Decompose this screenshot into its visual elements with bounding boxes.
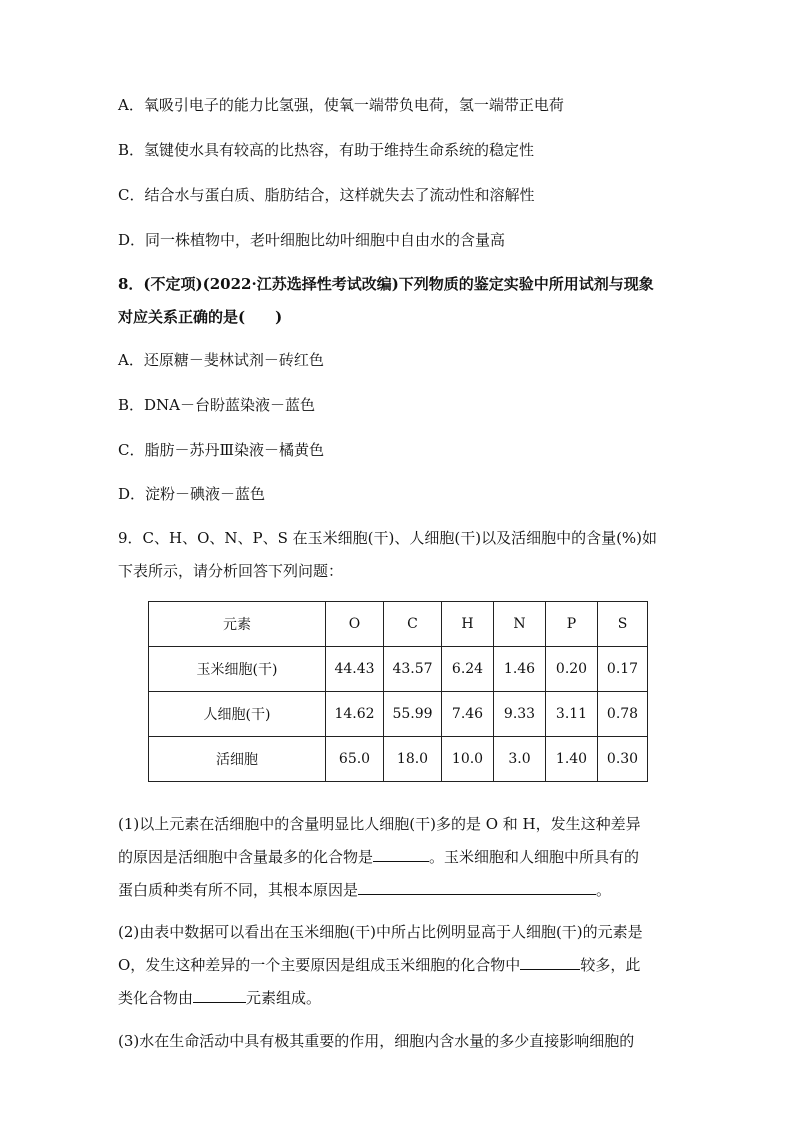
- table-cell: 3.0: [494, 737, 546, 782]
- table-header-cell: C: [384, 602, 442, 647]
- answer-blank[interactable]: [193, 988, 246, 1003]
- table-header-cell: P: [546, 602, 598, 647]
- table-cell: 44.43: [326, 647, 384, 692]
- q9-sub1-line1: (1)以上元素在活细胞中的含量明显比人细胞(干)多的是 O 和 H，发生这种差异: [118, 815, 641, 833]
- table-cell: 1.46: [494, 647, 546, 692]
- table-row: [149, 692, 648, 737]
- table-cell: 55.99: [384, 692, 442, 737]
- q9-sub2-text: 类化合物由: [118, 989, 194, 1007]
- q8-stem-line1: 8．(不定项)(2022·江苏选择性考试改编)下列物质的鉴定实验中所用试剂与现象: [118, 275, 654, 293]
- table-header-cell: S: [598, 602, 648, 647]
- answer-blank[interactable]: [373, 847, 429, 862]
- q9-sub3-line1: (3)水在生命活动中具有极其重要的作用，细胞内含水量的多少直接影响细胞的: [118, 1032, 635, 1050]
- q9-sub2-text: 较多，此: [580, 956, 641, 974]
- q8-option-a: A．还原糖－斐林试剂－砖红色: [118, 351, 324, 369]
- q8-option-c: C．脂肪－苏丹Ⅲ染液－橘黄色: [118, 441, 324, 459]
- element-content-table: [148, 601, 648, 782]
- table-cell: 1.40: [546, 737, 598, 782]
- answer-blank[interactable]: [358, 880, 596, 895]
- table-header-cell: 元素: [149, 602, 326, 647]
- table-cell: 0.30: [598, 737, 648, 782]
- table-cell: 活细胞: [149, 737, 326, 782]
- table-header-cell: H: [442, 602, 494, 647]
- table-cell: 人细胞(干): [149, 692, 326, 737]
- q8-option-b: B．DNA－台盼蓝染液－蓝色: [118, 396, 316, 414]
- table-row: [149, 737, 648, 782]
- q9-sub1-text: 。玉米细胞和人细胞中所具有的: [429, 848, 640, 866]
- table-cell: 0.17: [598, 647, 648, 692]
- q9-sub2-text: O，发生这种差异的一个主要原因是组成玉米细胞的化合物中: [118, 956, 521, 974]
- table-cell: 6.24: [442, 647, 494, 692]
- q9-sub1-line3: [118, 880, 611, 900]
- q7-option-c: C．结合水与蛋白质、脂肪结合，这样就失去了流动性和溶解性: [118, 186, 535, 204]
- q8-stem-line2: 对应关系正确的是( ): [118, 308, 283, 326]
- answer-blank[interactable]: [520, 955, 580, 970]
- table-cell: 3.11: [546, 692, 598, 737]
- q9-sub1-text: 蛋白质种类有所不同，其根本原因是: [118, 881, 359, 899]
- table-cell: 18.0: [384, 737, 442, 782]
- table-cell: 65.0: [326, 737, 384, 782]
- q9-sub1-text: 。: [596, 881, 612, 899]
- q7-option-b: B．氢键使水具有较高的比热容，有助于维持生命系统的稳定性: [118, 141, 535, 159]
- q9-sub1-line2: [118, 847, 639, 867]
- q9-sub2-line2: [118, 955, 640, 975]
- table-cell: 43.57: [384, 647, 442, 692]
- q9-sub2-line3: [118, 988, 321, 1008]
- q9-sub2-text: 元素组成。: [246, 989, 322, 1007]
- q7-option-d: D．同一株植物中，老叶细胞比幼叶细胞中自由水的含量高: [118, 231, 506, 249]
- table-cell: 14.62: [326, 692, 384, 737]
- table-header-cell: O: [326, 602, 384, 647]
- q9-sub2-line1: (2)由表中数据可以看出在玉米细胞(干)中所占比例明显高于人细胞(干)的元素是: [118, 923, 643, 941]
- q7-option-a: A．氧吸引电子的能力比氢强，使氧一端带负电荷，氢一端带正电荷: [118, 96, 564, 114]
- q9-stem-line1: 9．C、H、O、N、P、S 在玉米细胞(干)、人细胞(干)以及活细胞中的含量(%)如: [118, 529, 658, 547]
- table-header-row: [149, 602, 648, 647]
- table-cell: 玉米细胞(干): [149, 647, 326, 692]
- table-row: [149, 647, 648, 692]
- q9-sub1-text: 的原因是活细胞中含量最多的化合物是: [118, 848, 374, 866]
- table-cell: 9.33: [494, 692, 546, 737]
- q8-option-d: D．淀粉－碘液－蓝色: [118, 485, 266, 503]
- q9-stem-line2: 下表所示，请分析回答下列问题：: [118, 562, 344, 580]
- table-cell: 7.46: [442, 692, 494, 737]
- table-cell: 0.78: [598, 692, 648, 737]
- table-cell: 10.0: [442, 737, 494, 782]
- table-cell: 0.20: [546, 647, 598, 692]
- table-header-cell: N: [494, 602, 546, 647]
